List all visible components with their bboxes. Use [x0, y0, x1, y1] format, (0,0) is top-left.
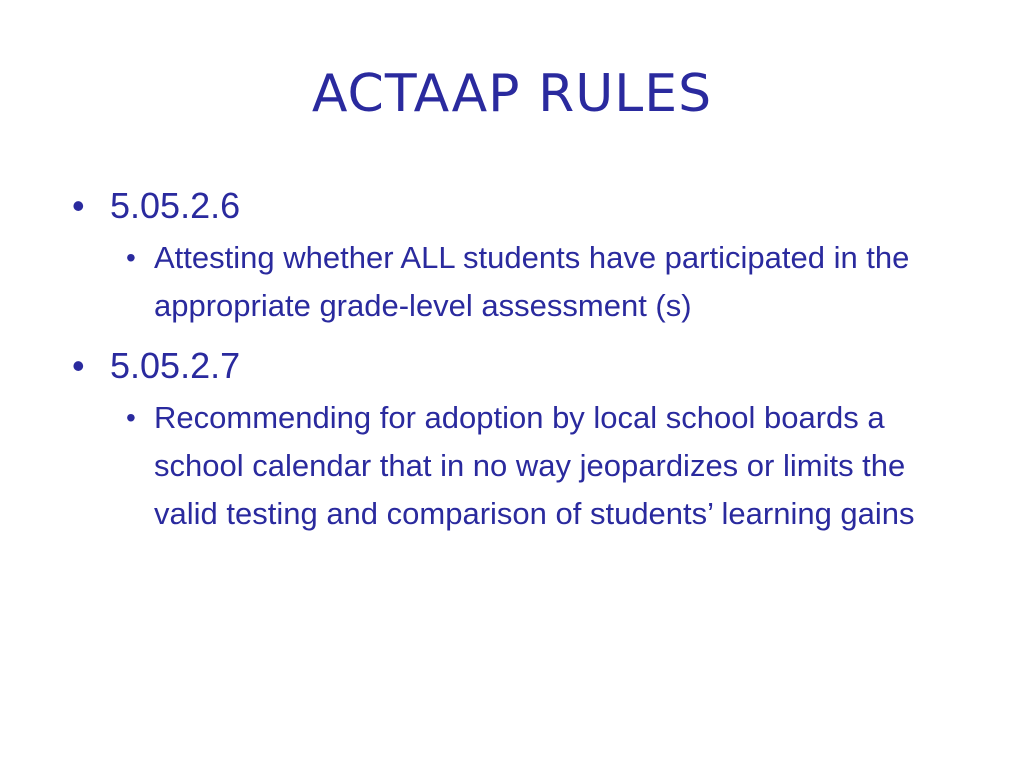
sub-bullet-icon: • [126, 402, 136, 433]
slide-content [70, 182, 970, 538]
sub-bullet-icon: • [126, 242, 136, 273]
bullet-heading-2: 5.05.2.7 [110, 345, 241, 386]
sub-bullet-item-2 [126, 394, 970, 538]
bullet-heading-1: 5.05.2.6 [110, 185, 241, 226]
slide-title: ACTAAP RULES [311, 64, 713, 124]
bullet-item-2 [70, 342, 970, 390]
sub-bullet-text-2: Recommending for adoption by local school boards a school calendar that in no way jeopardizes or limits the valid testing and comparison of students’ learning gains [154, 400, 915, 531]
sub-bullet-item-1 [126, 234, 970, 330]
bullet-icon: • [72, 185, 85, 226]
bullet-item-1 [70, 182, 970, 230]
bullet-icon: • [72, 345, 85, 386]
sub-bullet-text-1: Attesting whether ALL students have participated in the appropriate grade-level assessment (s) [154, 240, 910, 323]
